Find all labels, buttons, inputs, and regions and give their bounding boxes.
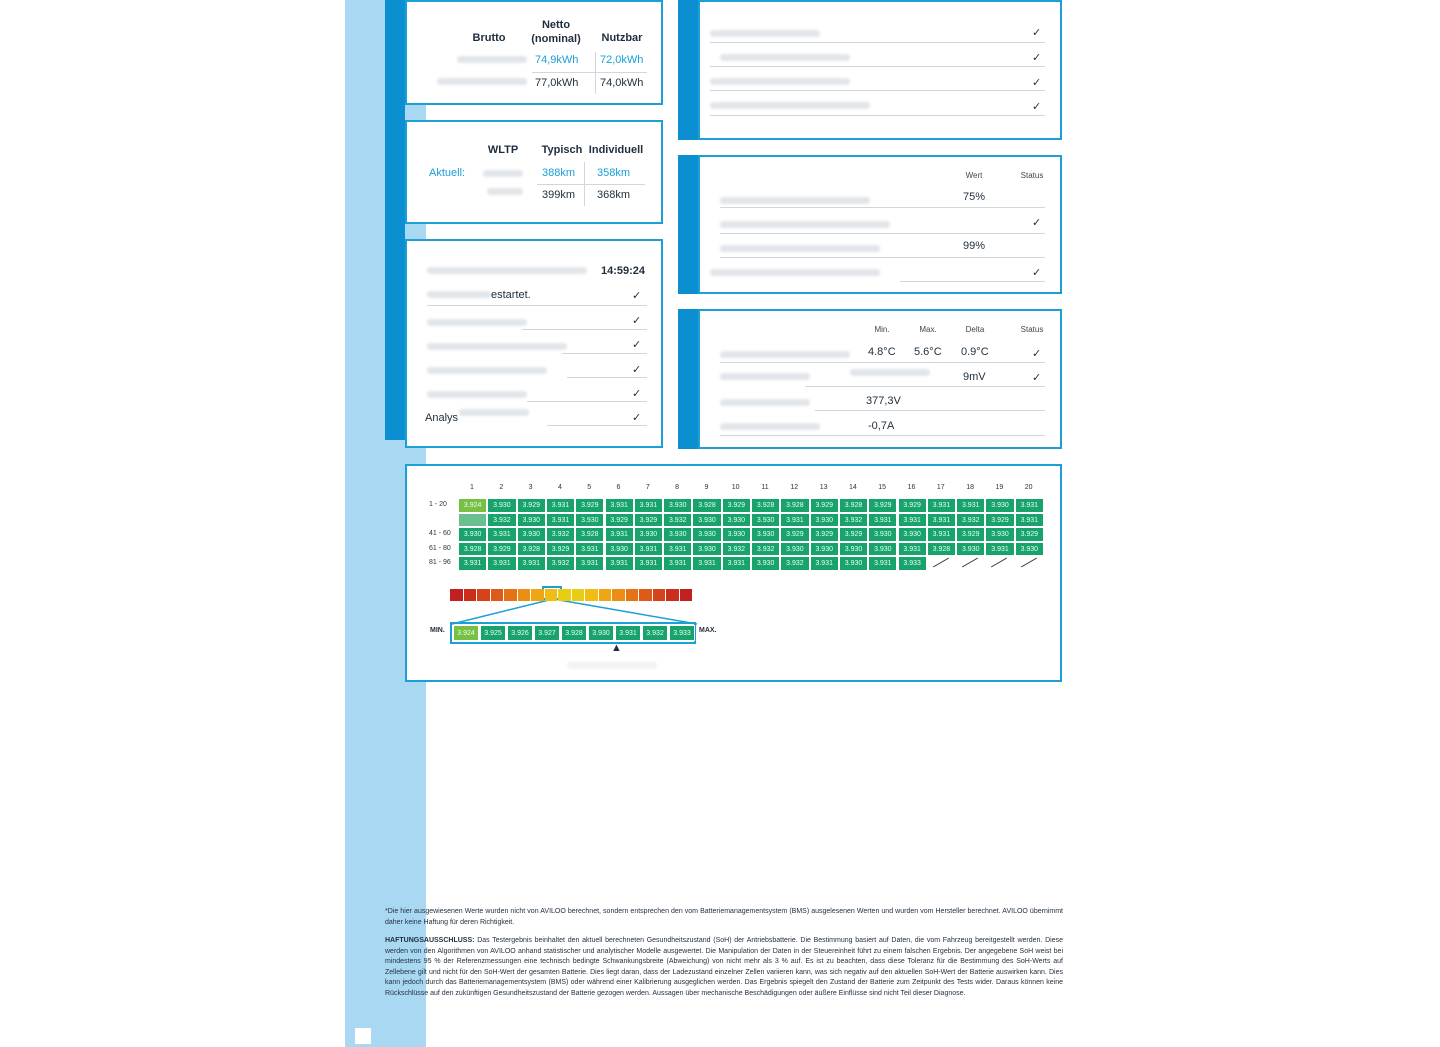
check-icon: ✓: [632, 339, 642, 351]
disclaimer-body: Das Testergebnis beinhaltet den aktuell berechneten Gesundheitszustand (SoH) der Antriebsbatterie. Die Bestimmung basiert auf Daten, die vom Fahrzeug bereitgestellt werden. Diese werden von den Algorithmen von AVILOO anhand statistischer und analytischer Modelle ausgewertet. Die Manipulation der Daten in der Steuereinheit führt zu einem falschen Ergebnis. Der angegebene SoH weist bei mindestens 95 % der Referenzmessungen eine technisch bedingte Schwankungsbreite (Abweichung) von nicht mehr als 3 % auf. Es ist zu beachten, dass diese Toleranz für die Bestimmung des SoH-Werts auf Zellebene gilt und nicht für den SoH-Wert der gesamten Batterie. Dies liegt daran, dass der Ladezustand einzelner Zellen variieren kann, was sich negativ auf den aktuellen SoH-Wert der Batterie auswirken kann. Dies kann jedoch durch das Batteriemanagementsystem (BMS) oder während einer Kalibrierung ausgeglichen werden. Das Ergebnis spiegelt den Zustand der Batterie zum Zeitpunkt des Tests wider. Daraus können keine Rückschlüsse auf den zukünftigen Gesundheitszustand der Batterie gezogen werden. Aussagen über mechanische Beschädigungen oder äußere Einflüsse sind nicht Teil dieser Diagnose.: [385, 937, 1063, 997]
check-icon: ✓: [1032, 27, 1042, 39]
checklist-panel: [698, 0, 1062, 140]
capacity-header-netto: Netto (nominal): [531, 19, 581, 45]
cell-voltage: 3.933: [898, 556, 927, 571]
divider: [522, 329, 647, 330]
divider: [720, 362, 1045, 363]
check-icon: ✓: [632, 315, 642, 327]
zoom-cell-value: 3.928: [561, 625, 587, 641]
cell-voltage: 3.930: [634, 527, 663, 542]
cell-voltage: 3.932: [751, 542, 780, 557]
cell-voltage: 3.930: [868, 542, 897, 557]
color-scale-segment: [653, 589, 666, 601]
cell-voltage: 3.930: [751, 527, 780, 542]
cell-voltage: 3.931: [722, 556, 751, 571]
cell-row-label: 61 - 80: [429, 544, 451, 552]
cell-voltage: 3.929: [956, 527, 985, 542]
scale-max-label: MAX.: [699, 627, 717, 634]
cell-voltage: 3.930: [458, 527, 487, 542]
color-scale-segment: [450, 589, 463, 601]
cell-column-label: 3: [528, 484, 533, 491]
cell-row-label: 1 - 20: [429, 501, 447, 508]
cell-column-label: 13: [819, 484, 828, 491]
cell-voltage: 3.928: [751, 498, 780, 513]
check-icon: ✓: [632, 364, 642, 376]
divider: [805, 386, 1045, 387]
cell-row-label: 81 - 96: [429, 559, 451, 567]
capacity-netto-1: 74,9kWh: [535, 54, 579, 66]
cell-voltage: 3.928: [458, 542, 487, 557]
cell-voltage: 3.932: [839, 513, 868, 528]
empty-cell-slash: [991, 558, 1007, 568]
cell-voltage-panel: [405, 464, 1062, 682]
cell-voltage: 3.931: [898, 513, 927, 528]
cell-voltage: 3.932: [546, 527, 575, 542]
cell-voltage: 3.930: [517, 513, 546, 528]
divider: [720, 233, 1045, 234]
redacted-label: [710, 78, 850, 85]
empty-cell-slash: [933, 558, 949, 568]
redacted-label: [720, 197, 870, 204]
cell-voltage: 3.929: [575, 498, 604, 513]
cell-column-label: 18: [966, 484, 974, 491]
cell-voltage: 3.931: [517, 556, 546, 571]
voltage-value: 377,3V: [866, 395, 901, 407]
cell-voltage: 3.931: [575, 542, 604, 557]
color-scale-segment: [491, 589, 504, 601]
redacted-label: [437, 78, 527, 85]
cell-column-label: 2: [499, 484, 504, 491]
cell-column-label: 14: [848, 484, 857, 491]
cell-column-label: 5: [587, 484, 592, 491]
redacted-label: [720, 221, 890, 228]
redacted-label: [720, 54, 850, 61]
redacted-label: [720, 245, 880, 252]
temp-delta: 0.9°C: [961, 346, 989, 358]
divider: [567, 377, 647, 378]
log-started-text: estartet.: [491, 289, 531, 301]
cell-voltage: 3.929: [985, 513, 1014, 528]
cell-voltage: 3.931: [487, 527, 516, 542]
cell-column-label: 19: [995, 484, 1004, 491]
voltage-delta: 9mV: [963, 371, 986, 383]
empty-cell-slash: [1021, 558, 1037, 568]
cell-voltage: 3.931: [927, 513, 956, 528]
status-header-wert: Wert: [965, 171, 983, 180]
redacted-label: [427, 391, 527, 398]
cell-voltage: 3.931: [927, 527, 956, 542]
cell-voltage: 3.932: [663, 513, 692, 528]
capacity-nutzbar-2: 74,0kWh: [600, 77, 644, 89]
disclaimer-body-block: [385, 936, 1063, 999]
color-scale-segment: [639, 589, 652, 601]
cell-voltage: 3.930: [985, 498, 1014, 513]
cell-voltage: 3.931: [575, 556, 604, 571]
cell-voltage: 3.930: [956, 542, 985, 557]
cell-voltage: 3.929: [605, 513, 634, 528]
color-scale-segment: [585, 589, 598, 601]
color-scale-segment: [518, 589, 531, 601]
cell-voltage: 3.928: [517, 542, 546, 557]
range-header-wltp: WLTP: [487, 144, 519, 156]
cell-voltage: 3.929: [487, 542, 516, 557]
cell-voltage: 3.931: [663, 542, 692, 557]
redacted-label: [427, 343, 567, 350]
cell-column-label: 15: [878, 484, 887, 491]
cell-voltage: [458, 513, 487, 528]
divider: [710, 42, 1045, 43]
cell-column-label: 17: [936, 484, 945, 491]
check-icon: ✓: [632, 412, 642, 424]
divider: [547, 425, 647, 426]
cell-voltage: 3.931: [663, 556, 692, 571]
divider: [562, 353, 647, 354]
cell-voltage: 3.930: [663, 527, 692, 542]
cell-voltage: 3.931: [868, 556, 897, 571]
zoom-cell-value: 3.925: [480, 625, 506, 641]
redacted-value: [483, 170, 523, 177]
range-individuell-1: 358km: [597, 167, 631, 179]
cell-voltage: 3.929: [546, 542, 575, 557]
color-scale-segment: [612, 589, 625, 601]
cell-voltage: 3.931: [458, 556, 487, 571]
cell-voltage: 3.930: [517, 527, 546, 542]
cell-voltage: 3.930: [751, 556, 780, 571]
cell-voltage: 3.931: [634, 542, 663, 557]
cell-voltage: 3.929: [839, 527, 868, 542]
redacted-label: [459, 409, 529, 416]
cell-voltage: 3.929: [517, 498, 546, 513]
check-icon: ✓: [1032, 372, 1042, 384]
cell-voltage: 3.931: [692, 556, 721, 571]
cell-voltage: 3.931: [605, 527, 634, 542]
color-scale-segment: [558, 589, 571, 601]
status-panel: [698, 155, 1062, 294]
color-scale-segment: [531, 589, 544, 601]
cell-voltage: 3.931: [780, 513, 809, 528]
temp-header-max: Max.: [919, 325, 937, 334]
status-value-2: 99%: [963, 240, 986, 252]
redacted-label: [457, 56, 527, 63]
cell-voltage: 3.932: [956, 513, 985, 528]
divider: [900, 281, 1045, 282]
capacity-nutzbar-1: 72,0kWh: [600, 54, 644, 66]
cell-voltage: 3.930: [810, 513, 839, 528]
check-icon: ✓: [1032, 217, 1042, 229]
cell-voltage: 3.930: [985, 527, 1014, 542]
zoom-cell-value: 3.933: [669, 625, 695, 641]
page-corner: [355, 1028, 371, 1044]
cell-voltage: 3.930: [1015, 542, 1044, 557]
check-icon: ✓: [1032, 77, 1042, 89]
redacted-value: [487, 188, 523, 195]
divider: [532, 72, 647, 73]
divider: [710, 90, 1045, 91]
range-panel: [405, 120, 663, 224]
cell-voltage: 3.932: [722, 542, 751, 557]
cell-voltage: 3.931: [634, 556, 663, 571]
cell-voltage: 3.930: [722, 513, 751, 528]
cell-voltage: 3.930: [605, 542, 634, 557]
divider: [537, 184, 645, 185]
redacted-label: [710, 269, 880, 276]
range-current-label: Aktuell:: [429, 167, 466, 179]
cell-voltage: 3.931: [898, 542, 927, 557]
panel-accent: [678, 0, 700, 140]
divider: [710, 66, 1045, 67]
status-header-status: Status: [1020, 171, 1044, 180]
cell-voltage: 3.929: [1015, 527, 1044, 542]
color-scale-segment: [680, 589, 693, 601]
cell-voltage: 3.932: [546, 556, 575, 571]
empty-cell-slash: [962, 558, 978, 568]
cell-voltage: 3.929: [868, 498, 897, 513]
cell-voltage: 3.929: [898, 498, 927, 513]
cell-column-label: 11: [761, 484, 769, 491]
redacted-label: [710, 30, 820, 37]
capacity-panel: [405, 0, 663, 105]
zoom-cell-value: 3.924: [453, 625, 479, 641]
divider: [595, 52, 596, 94]
log-panel: [405, 239, 663, 448]
cell-column-label: 6: [616, 484, 621, 491]
temp-header-delta: Delta: [965, 325, 985, 334]
temp-min: 4.8°C: [868, 346, 896, 358]
cell-column-label: 1: [470, 484, 474, 491]
cell-voltage: 3.931: [487, 556, 516, 571]
temp-panel: [698, 309, 1062, 449]
cell-voltage: 3.932: [487, 513, 516, 528]
redacted-label: [427, 267, 587, 274]
capacity-header-brutto: Brutto: [472, 32, 506, 44]
cell-voltage: 3.930: [722, 527, 751, 542]
cell-voltage: 3.931: [546, 513, 575, 528]
cell-voltage: 3.931: [868, 513, 897, 528]
color-scale-segment: [599, 589, 612, 601]
panel-accent: [678, 155, 700, 294]
cell-voltage: 3.930: [487, 498, 516, 513]
cell-voltage: 3.930: [839, 556, 868, 571]
cell-voltage: 3.931: [546, 498, 575, 513]
cell-voltage: 3.931: [1015, 513, 1044, 528]
range-typisch-2: 399km: [542, 189, 576, 201]
log-analysis-text: Analys: [425, 412, 459, 424]
cell-voltage: 3.930: [780, 542, 809, 557]
cell-voltage: 3.931: [605, 556, 634, 571]
cell-voltage: 3.931: [810, 556, 839, 571]
zoom-cell-value: 3.931: [615, 625, 641, 641]
cell-voltage: 3.932: [780, 556, 809, 571]
cell-column-label: 4: [557, 484, 562, 491]
cell-voltage: 3.924: [458, 498, 487, 513]
redacted-label: [567, 662, 657, 669]
color-scale-segment: [572, 589, 585, 601]
cell-column-label: 7: [645, 484, 650, 491]
divider: [710, 115, 1045, 116]
temp-header-status: Status: [1020, 325, 1044, 334]
zoom-cell-value: 3.927: [534, 625, 560, 641]
cell-voltage: 3.931: [605, 498, 634, 513]
cell-voltage: 3.931: [985, 542, 1014, 557]
cell-voltage: 3.928: [839, 498, 868, 513]
pointer-up-icon: ▲: [611, 642, 622, 654]
capacity-header-nutzbar: Nutzbar: [601, 32, 643, 44]
check-icon: ✓: [1032, 101, 1042, 113]
cell-voltage: 3.930: [898, 527, 927, 542]
divider: [527, 401, 647, 402]
cell-voltage: 3.931: [634, 498, 663, 513]
cell-voltage: 3.928: [780, 498, 809, 513]
zoom-cell-value: 3.930: [588, 625, 614, 641]
redacted-label: [850, 369, 930, 376]
check-icon: ✓: [1032, 267, 1042, 279]
cell-voltage: 3.929: [634, 513, 663, 528]
cell-column-label: 16: [907, 484, 916, 491]
check-icon: ✓: [632, 388, 642, 400]
check-icon: ✓: [632, 290, 642, 302]
redacted-label: [720, 423, 820, 430]
redacted-label: [427, 319, 527, 326]
status-value-1: 75%: [963, 191, 986, 203]
cell-voltage: 3.929: [722, 498, 751, 513]
redacted-label: [720, 351, 850, 358]
cell-voltage: 3.930: [810, 542, 839, 557]
range-typisch-1: 388km: [542, 167, 576, 179]
color-scale-segment: [464, 589, 477, 601]
cell-voltage: 3.930: [575, 513, 604, 528]
scale-min-label: MIN.: [430, 627, 445, 634]
cell-voltage: 3.928: [692, 498, 721, 513]
divider: [720, 257, 1045, 258]
redacted-label: [720, 399, 810, 406]
zoom-cell-value: 3.926: [507, 625, 533, 641]
cell-voltage: 3.930: [839, 542, 868, 557]
cell-voltage: 3.930: [692, 513, 721, 528]
sidebar-accent-stripe: [385, 0, 405, 440]
log-time: 14:59:24: [601, 265, 646, 277]
cell-voltage: 3.931: [927, 498, 956, 513]
cell-voltage: 3.931: [956, 498, 985, 513]
redacted-label: [710, 102, 870, 109]
divider: [427, 305, 647, 306]
check-icon: ✓: [1032, 348, 1042, 360]
range-header-typisch: Typisch: [541, 144, 583, 156]
cell-voltage: 3.931: [1015, 498, 1044, 513]
panel-accent: [678, 309, 700, 449]
color-scale-segment: [626, 589, 639, 601]
cell-column-label: 12: [790, 484, 799, 491]
range-header-individuell: Individuell: [588, 144, 644, 156]
color-scale-segment: [666, 589, 679, 601]
divider: [815, 410, 1045, 411]
disclaimer-title: HAFTUNGSAUSSCHLUSS:: [385, 937, 475, 944]
cell-voltage: 3.929: [780, 527, 809, 542]
cell-column-label: 20: [1024, 484, 1033, 491]
cell-voltage: 3.928: [575, 527, 604, 542]
current-value: -0,7A: [868, 420, 895, 432]
color-scale-segment: [504, 589, 517, 601]
cell-voltage: 3.930: [868, 527, 897, 542]
cell-voltage: 3.928: [927, 542, 956, 557]
capacity-netto-2: 77,0kWh: [535, 77, 579, 89]
cell-column-label: 9: [704, 484, 709, 491]
color-scale-segment: [477, 589, 490, 601]
disclaimer-note: *Die hier ausgewiesenen Werte wurden nicht von AVILOO berechnet, sondern entsprechen den vom Batteriemanagementsystem (BMS) ausgelesenen Werten und wurden vom Hersteller berechnet. AVILOO übernimmt daher keine Haftung für deren Richtigkeit.: [385, 908, 1063, 926]
check-icon: ✓: [1032, 52, 1042, 64]
color-scale-segment: [545, 589, 558, 601]
redacted-label: [720, 373, 810, 380]
divider: [584, 162, 585, 206]
divider: [720, 207, 1045, 208]
cell-voltage: 3.929: [810, 527, 839, 542]
zoom-cell-value: 3.932: [642, 625, 668, 641]
divider: [720, 435, 1045, 436]
cell-voltage: 3.930: [692, 542, 721, 557]
redacted-label: [427, 291, 491, 298]
cell-voltage: 3.929: [810, 498, 839, 513]
range-individuell-2: 368km: [597, 189, 631, 201]
redacted-label: [427, 367, 547, 374]
cell-column-label: 8: [675, 484, 680, 491]
cell-voltage: 3.930: [692, 527, 721, 542]
temp-max: 5.6°C: [914, 346, 942, 358]
cell-voltage: 3.930: [663, 498, 692, 513]
cell-voltage: 3.930: [751, 513, 780, 528]
cell-row-label: 41 - 60: [429, 530, 451, 538]
temp-header-min: Min.: [874, 325, 890, 334]
cell-column-label: 10: [731, 484, 740, 491]
